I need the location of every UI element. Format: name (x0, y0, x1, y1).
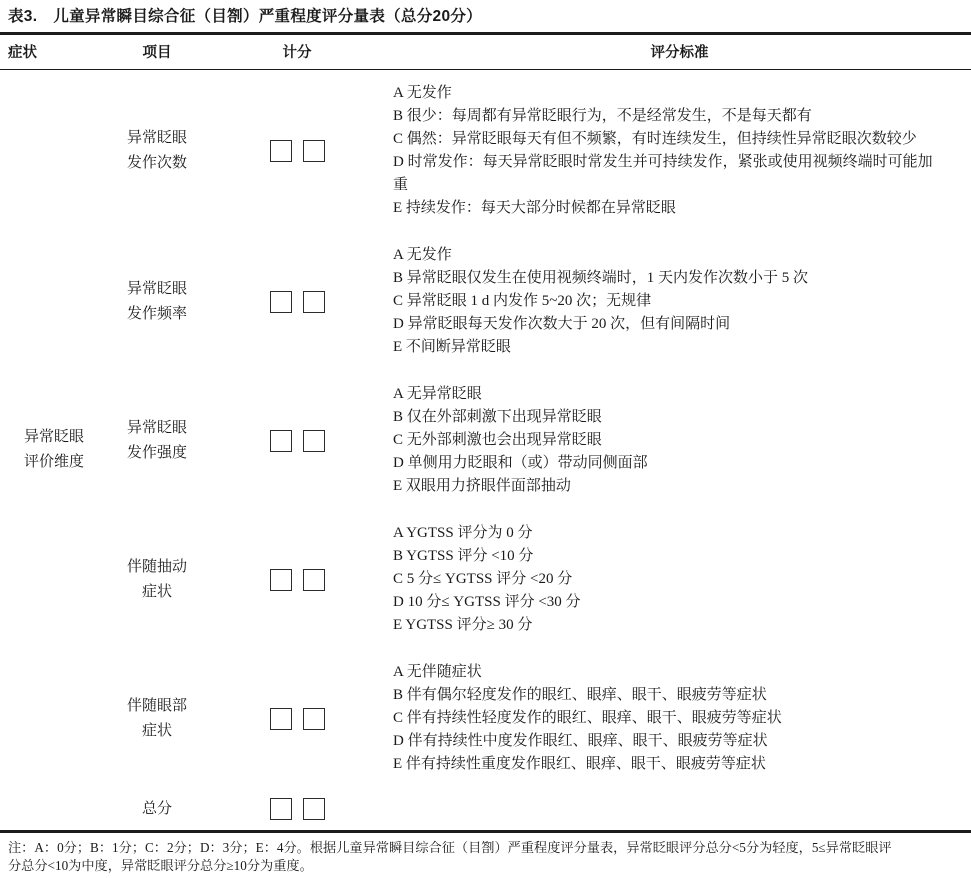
criteria-line: E 双眼用力挤眼伴面部抽动 (393, 478, 571, 494)
score-box[interactable] (303, 291, 325, 313)
criteria-list (388, 70, 971, 232)
score-box[interactable] (270, 569, 292, 591)
criteria-line: A 无发作 (393, 85, 452, 101)
symptom-group-line: 评价维度 (23, 454, 84, 470)
footnote (0, 833, 971, 876)
table-row-ocular-symptoms (108, 649, 971, 788)
criteria-list (388, 797, 971, 821)
item-label (108, 126, 206, 176)
item-label (108, 797, 206, 822)
table-row-blink-intensity (108, 371, 971, 510)
criteria-line: C 偶然：异常眨眼每天有但不频繁，有时连续发生，但持续性异常眨眼次数较少 (393, 131, 917, 147)
item-label-line: 伴随抽动 (126, 558, 187, 575)
symptom-group-label (0, 70, 108, 830)
criteria-line: C 异常眨眼 1 d 内发作 5~20 次；无规律 (393, 293, 652, 309)
criteria-line: D 单侧用力眨眼和（或）带动同侧面部 (393, 455, 648, 471)
item-label-line: 症状 (141, 583, 172, 600)
score-box[interactable] (270, 708, 292, 730)
score-box[interactable] (303, 798, 325, 820)
column-header-score: 计分 (282, 45, 312, 61)
score-box[interactable] (303, 708, 325, 730)
item-label-line: 发作频率 (126, 305, 187, 322)
item-label-line: 总分 (141, 800, 172, 817)
criteria-line: D 异常眨眼每天发作次数大于 20 次，但有间隔时间 (393, 316, 731, 332)
score-cell (206, 708, 388, 730)
table-row-blink-frequency (108, 232, 971, 371)
score-cell (206, 140, 388, 162)
column-header-symptom: 症状 (8, 45, 37, 61)
item-label (108, 555, 206, 605)
criteria-line: C 伴有持续性轻度发作的眼红、眼痒、眼干、眼疲劳等症状 (393, 710, 782, 726)
table-row-tic-symptoms (108, 510, 971, 649)
item-label (108, 277, 206, 327)
score-box[interactable] (270, 291, 292, 313)
item-label-line: 异常眨眼 (126, 419, 187, 436)
footnote-line-2: 分总分<10为中度，异常眨眼评分总分≥10分为重度。 (8, 858, 313, 873)
table-row-blink-count (108, 70, 971, 232)
score-box[interactable] (303, 140, 325, 162)
score-box[interactable] (270, 798, 292, 820)
criteria-line: B YGTSS 评分 <10 分 (393, 548, 534, 564)
item-label (108, 694, 206, 744)
item-label-line: 症状 (141, 722, 172, 739)
criteria-line: E 持续发作：每天大部分时候都在异常眨眼 (393, 200, 676, 216)
criteria-list (388, 649, 971, 788)
column-header-item: 项目 (142, 45, 172, 61)
table-header-row (0, 35, 971, 69)
column-header-criteria: 评分标准 (650, 45, 709, 61)
score-cell (206, 798, 388, 820)
criteria-line: D 10 分≤ YGTSS 评分 <30 分 (393, 594, 581, 610)
table-number: 表3. (8, 8, 38, 25)
table-row-total-score (108, 788, 971, 830)
criteria-line: D 伴有持续性中度发作眼红、眼痒、眼干、眼疲劳等症状 (393, 733, 768, 749)
criteria-line: B 很少：每周都有异常眨眼行为，不是经常发生，不是每天都有 (393, 108, 812, 124)
item-label-line: 异常眨眼 (126, 280, 187, 297)
score-cell (206, 430, 388, 452)
criteria-line: E 伴有持续性重度发作眼红、眼痒、眼干、眼疲劳等症状 (393, 756, 766, 772)
item-rows (108, 70, 971, 830)
score-cell (206, 569, 388, 591)
item-label-line: 异常眨眼 (126, 130, 187, 146)
item-label-line: 伴随眼部 (126, 697, 187, 714)
table-body (0, 70, 971, 830)
criteria-line: C 无外部刺激也会出现异常眨眼 (393, 432, 602, 448)
score-cell (206, 291, 388, 313)
criteria-line: A YGTSS 评分为 0 分 (393, 525, 533, 541)
footnote-line-1: 注：A：0分；B：1分；C：2分；D：3分；E：4分。根据儿童异常瞬目综合征（目劄）严重程度评分量表，异常眨眼评分总分<5分为轻度，5≤异常眨眼评 (8, 839, 892, 855)
item-label-line: 发作次数 (126, 155, 187, 171)
score-box[interactable] (303, 430, 325, 452)
criteria-line: E YGTSS 评分≥ 30 分 (393, 617, 533, 633)
item-label-line: 发作强度 (126, 444, 187, 461)
criteria-line: A 无伴随症状 (393, 664, 482, 680)
criteria-list (388, 232, 971, 371)
score-box[interactable] (303, 569, 325, 591)
criteria-line: A 无异常眨眼 (393, 386, 482, 402)
criteria-list (388, 510, 971, 649)
criteria-line: E 不间断异常眨眼 (393, 339, 511, 355)
criteria-list (388, 371, 971, 510)
criteria-line: B 仅在外部刺激下出现异常眨眼 (393, 409, 602, 425)
item-label (108, 416, 206, 466)
criteria-line: B 异常眨眼仅发生在使用视频终端时，1 天内发作次数小于 5 次 (393, 270, 809, 286)
table-title-text: 儿童异常瞬目综合征（目劄）严重程度评分量表（总分20分） (53, 8, 482, 25)
score-box[interactable] (270, 140, 292, 162)
criteria-line: C 5 分≤ YGTSS 评分 <20 分 (393, 571, 573, 587)
table-title (0, 0, 971, 32)
score-box[interactable] (270, 430, 292, 452)
criteria-line: A 无发作 (393, 247, 452, 263)
symptom-group-line: 异常眨眼 (23, 429, 84, 445)
criteria-line: D 时常发作：每天异常眨眼时常发生并可持续发作，紧张或使用视频终端时可能加重 (393, 154, 933, 193)
criteria-line: B 伴有偶尔轻度发作的眼红、眼痒、眼干、眼疲劳等症状 (393, 687, 767, 703)
